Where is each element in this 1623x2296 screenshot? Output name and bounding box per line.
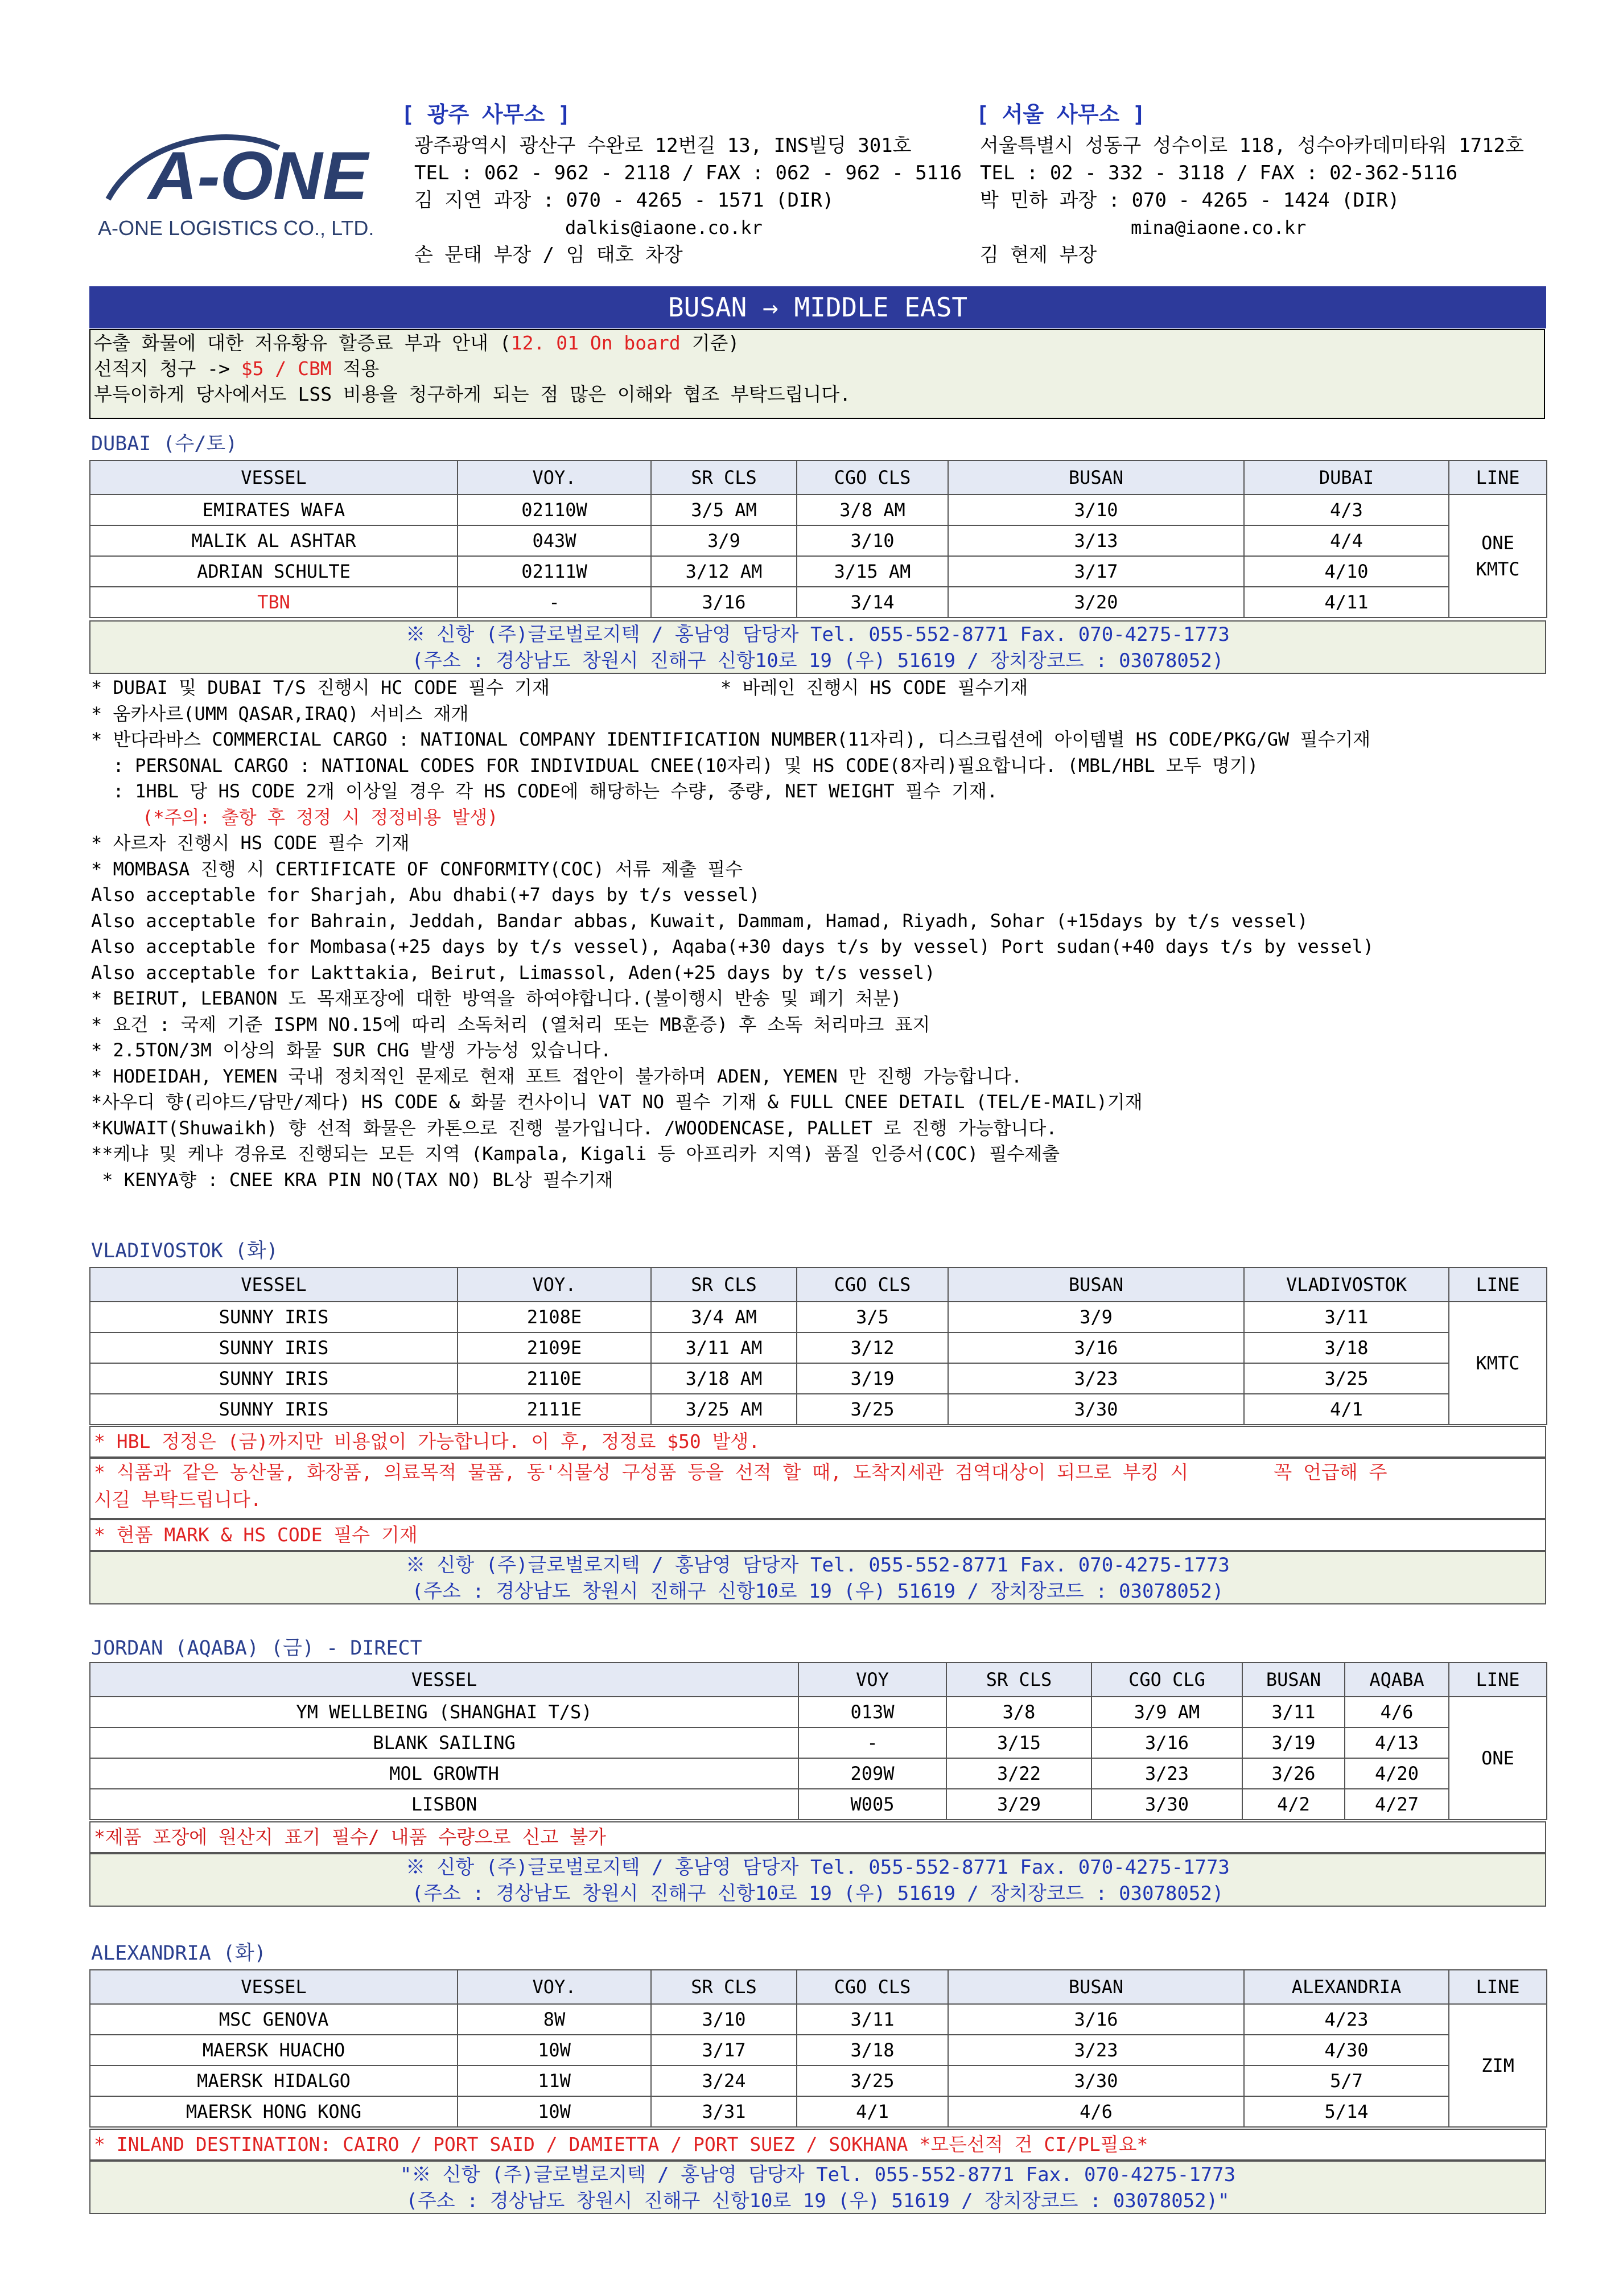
col-cgo-clg: CGO CLG [1091,1663,1242,1697]
note-line: * 2.5TON/3M 이상의 화물 SUR CHG 발생 가능성 있습니다. [91,1039,612,1061]
cell-cgo: 3/25 [797,1394,948,1425]
note-line: * BEIRUT, LEBANON 도 목재포장에 대한 방역을 하여야합니다.(불이행시 반송 및 폐기 처분) [91,987,902,1009]
cell-cgo: 3/10 [797,525,948,556]
company-name: A-ONE LOGISTICS CO., LTD. [98,216,374,240]
cell-busan: 3/20 [948,587,1244,618]
cell-dest: 4/10 [1244,556,1449,587]
note-line: Also acceptable for Bahrain, Jeddah, Bandar abbas, Kuwait, Dammam, Hamad, Riyadh, Sohar (+15days by t/s vessel) [91,910,1308,932]
dubai-contact-box [89,620,1546,674]
cell-sr: 3/29 [946,1789,1091,1820]
col-vessel: VESSEL [90,1663,798,1697]
table-row [90,1394,1547,1425]
lss-notice [89,329,1545,419]
cell-vessel: MALIK AL ASHTAR [90,525,458,556]
cell-dest: 4/3 [1244,495,1449,525]
note-line: * 요건 : 국제 기준 ISPM NO.15에 따리 소독처리 (열처리 또는 MB훈증) 후 소독 처리마크 표지 [91,1013,930,1035]
cell-vessel: SUNNY IRIS [90,1302,458,1332]
table-header-row [90,460,1547,495]
cell-vessel: EMIRATES WAFA [90,495,458,525]
col-vessel: VESSEL [90,460,458,495]
cell-voy: 02111W [458,556,651,587]
cell-line: KMTC [1449,1302,1547,1425]
note-warning: (*주의: 출항 후 정정 시 정정비용 발생) [142,806,499,828]
contact-line-2: (주소 : 경상남도 창원시 진해구 신항10로 19 (우) 51619 / 장치장코드 : 03078052) [411,1580,1224,1603]
cell-voy: 11W [458,2065,651,2096]
note-line: * 사르자 진행시 HS CODE 필수 기재 [91,832,410,854]
table-header-row [90,1663,1547,1697]
cell-busan: 3/16 [948,1332,1244,1363]
seoul-phone: TEL : 02 - 332 - 3118 / FAX : 02-362-5116 [980,162,1458,184]
dubai-notes [91,675,1374,1193]
col-line: LINE [1449,1663,1547,1697]
cell-sr: 3/12 AM [651,556,797,587]
vladivostok-contact-box [89,1551,1546,1604]
route-title: BUSAN → MIDDLE EAST [89,286,1546,328]
vladivostok-section-title: VLADIVOSTOK (화) [91,1240,278,1262]
cell-vessel: MAERSK HUACHO [90,2035,458,2065]
jordan-contact-box [89,1853,1546,1907]
seoul-address: 서울특별시 성동구 성수이로 118, 성수아카데미타워 1712호 [980,134,1524,157]
col-line: LINE [1449,1268,1547,1302]
cell-voy: 02110W [458,495,651,525]
notice-line-1: 수출 화물에 대한 저유황유 할증료 부과 안내 (12. 01 On board 기준) [94,332,740,354]
note-line: **케냐 및 케냐 경유로 진행되는 모든 지역 (Kampala, Kigali 등 아프리카 지역) 품질 인증서(COC) 필수제출 [91,1143,1060,1165]
col-sr-cls: SR CLS [651,460,797,495]
cell-voy: W005 [798,1789,946,1820]
cell-busan: 3/11 [1242,1697,1345,1727]
contact-line-2: (주소 : 경상남도 창원시 진해구 신항10로 19 (우) 51619 / 장치장코드 : 03078052) [411,1882,1224,1905]
vladivostok-note-mark: * 현품 MARK & HS CODE 필수 기재 [89,1519,1546,1551]
table-row [90,2096,1547,2127]
cell-voy: 209W [798,1758,946,1789]
cell-voy: 013W [798,1697,946,1727]
note-line: Also acceptable for Sharjah, Abu dhabi(+7 days by t/s vessel) [91,884,760,906]
gwangju-manager: 김 지연 과장 : 070 - 4265 - 1571 (DIR) [414,189,834,212]
cell-vessel: SUNNY IRIS [90,1363,458,1394]
cell-cgo: 3/30 [1091,1789,1242,1820]
note-line: : PERSONAL CARGO : NATIONAL CODES FOR INDIVIDUAL CNEE(10자리) 및 HS CODE(8자리)필요합니다. (MBL/HBL 모두 명기) [91,754,1259,776]
gwangju-address: 광주광역시 광산구 수완로 12번길 13, INS빌딩 301호 [414,134,912,157]
jordan-note-origin: *제품 포장에 원산지 표기 필수/ 내품 수량으로 신고 불가 [89,1821,1546,1853]
col-sr-cls: SR CLS [651,1268,797,1302]
gwangju-staff: 손 문태 부장 / 임 태호 차장 [414,244,683,266]
dubai-section-title: DUBAI (수/토) [91,433,238,455]
col-cgo-cls: CGO CLS [797,1970,948,2004]
table-row [90,1363,1547,1394]
cell-busan: 4/2 [1242,1789,1345,1820]
cell-sr: 3/31 [651,2096,797,2127]
col-busan: BUSAN [948,460,1244,495]
dubai-schedule-table [89,460,1547,618]
contact-line-2: (주소 : 경상남도 창원시 진해구 신항10로 19 (우) 51619 / 장치장코드 : 03078052)" [406,2190,1230,2212]
note-line: * HODEIDAH, YEMEN 국내 정치적인 문제로 현재 포트 접안이 불가하며 ADEN, YEMEN 만 진행 가능합니다. [91,1065,1023,1087]
cell-dest: 4/4 [1244,525,1449,556]
table-row [90,2035,1547,2065]
cell-dest: 4/11 [1244,587,1449,618]
cell-voy: - [798,1727,946,1758]
col-sr-cls: SR CLS [946,1663,1091,1697]
cell-busan: 4/6 [948,2096,1244,2127]
note-line: * MOMBASA 진행 시 CERTIFICATE OF CONFORMITY(COC) 서류 제출 필수 [91,858,743,880]
cell-dest: 3/25 [1244,1363,1449,1394]
cell-dest: 4/23 [1244,2004,1449,2035]
contact-line-1: ※ 신항 (주)글로벌로지텍 / 홍남영 담당자 Tel. 055-552-8771 Fax. 070-4275-1773 [406,1856,1230,1879]
cell-sr: 3/8 [946,1697,1091,1727]
cell-voy: 2109E [458,1332,651,1363]
cell-dest: 4/20 [1345,1758,1449,1789]
table-row [90,2004,1547,2035]
table-row [90,495,1547,525]
cell-vessel: TBN [90,587,458,618]
cell-dest: 5/7 [1244,2065,1449,2096]
col-voy: VOY [798,1663,946,1697]
col-busan: BUSAN [1242,1663,1345,1697]
cell-sr: 3/9 [651,525,797,556]
alexandria-contact-box [89,2161,1546,2214]
cell-busan: 3/17 [948,556,1244,587]
col-vessel: VESSEL [90,1268,458,1302]
cell-cgo: 3/15 AM [797,556,948,587]
cell-cgo: 3/23 [1091,1758,1242,1789]
cell-sr: 3/18 AM [651,1363,797,1394]
cell-dest: 4/30 [1244,2035,1449,2065]
col-sr-cls: SR CLS [651,1970,797,2004]
contact-line-1: ※ 신항 (주)글로벌로지텍 / 홍남영 담당자 Tel. 055-552-8771 Fax. 070-4275-1773 [406,623,1230,646]
note-hc-code: * DUBAI 및 DUBAI T/S 진행시 HC CODE 필수 기재 * 바레인 진행시 HS CODE 필수기재 [91,677,1028,698]
cell-busan: 3/23 [948,1363,1244,1394]
note-line: : 1HBL 당 HS CODE 2개 이상일 경우 각 HS CODE에 해당하는 수량, 중량, NET WEIGHT 필수 기재. [91,780,998,802]
col-busan: BUSAN [948,1268,1244,1302]
cell-vessel: MAERSK HONG KONG [90,2096,458,2127]
table-row [90,2065,1547,2096]
cell-sr: 3/15 [946,1727,1091,1758]
note-line: * KENYA향 : CNEE KRA PIN NO(TAX NO) BL상 필수기재 [91,1168,613,1191]
cell-line: ONE [1449,1697,1547,1820]
cell-dest: 5/14 [1244,2096,1449,2127]
cell-voy: 2108E [458,1302,651,1332]
vladivostok-note-hbl: * HBL 정정은 (금)까지만 비용없이 가능합니다. 이 후, 정정료 $50 발생. [89,1426,1546,1458]
cell-dest: 3/18 [1244,1332,1449,1363]
cell-cgo: 3/18 [797,2035,948,2065]
cell-vessel: BLANK SAILING [90,1727,798,1758]
col-voy: VOY. [458,1268,651,1302]
table-row [90,556,1547,587]
cell-voy: 2110E [458,1363,651,1394]
table-row [90,1727,1547,1758]
col-cgo-cls: CGO CLS [797,460,948,495]
contact-line-2: (주소 : 경상남도 창원시 진해구 신항10로 19 (우) 51619 / 장치장코드 : 03078052) [411,649,1224,672]
cell-busan: 3/30 [948,1394,1244,1425]
note-line: * 반다라바스 COMMERCIAL CARGO : NATIONAL COMPANY IDENTIFICATION NUMBER(11자리), 디스크립션에 아이템별 HS CODE/PKG/GW 필수기재 [91,729,1371,750]
note-line: *사우디 향(리야드/담만/제다) HS CODE & 화물 컨사이니 VAT NO 필수 기재 & FULL CNEE DETAIL (TEL/E-MAIL)기재 [91,1091,1143,1113]
table-row [90,1697,1547,1727]
cell-busan: 3/30 [948,2065,1244,2096]
cell-sr: 3/4 AM [651,1302,797,1332]
col-voy: VOY. [458,460,651,495]
cell-voy: 8W [458,2004,651,2035]
notice-line-2: 선적지 청구 -> $5 / CBM 적용 [94,357,380,380]
seoul-email[interactable]: mina@iaone.co.kr [1131,217,1307,238]
cell-voy: 10W [458,2035,651,2065]
table-row [90,1789,1547,1820]
gwangju-phone: TEL : 062 - 962 - 2118 / FAX : 062 - 962 - 5116 [414,162,962,184]
cell-voy: - [458,587,651,618]
cell-sr: 3/10 [651,2004,797,2035]
cell-busan: 3/9 [948,1302,1244,1332]
cell-cgo: 3/14 [797,587,948,618]
cell-busan: 3/26 [1242,1758,1345,1789]
cell-busan: 3/10 [948,495,1244,525]
table-row [90,1758,1547,1789]
cell-busan: 3/19 [1242,1727,1345,1758]
gwangju-email[interactable]: dalkis@iaone.co.kr [565,217,763,238]
table-header-row [90,1268,1547,1302]
col-vladivostok: VLADIVOSTOK [1244,1268,1449,1302]
col-line: LINE [1449,460,1547,495]
alexandria-section-title: ALEXANDRIA (화) [91,1942,266,1965]
cell-vessel: MOL GROWTH [90,1758,798,1789]
cell-cgo: 3/8 AM [797,495,948,525]
cell-cgo: 3/9 AM [1091,1697,1242,1727]
cell-line: ONE KMTC [1449,495,1547,618]
cell-line: ZIM [1449,2004,1547,2127]
cell-busan: 3/13 [948,525,1244,556]
col-busan: BUSAN [948,1970,1244,2004]
cell-cgo: 3/12 [797,1332,948,1363]
cell-vessel: MAERSK HIDALGO [90,2065,458,2096]
seoul-manager: 박 민하 과장 : 070 - 4265 - 1424 (DIR) [980,189,1400,212]
cell-dest: 4/6 [1345,1697,1449,1727]
table-row [90,587,1547,618]
table-row [90,1302,1547,1332]
cell-voy: 043W [458,525,651,556]
cell-sr: 3/17 [651,2035,797,2065]
contact-line-1: "※ 신항 (주)글로벌로지텍 / 홍남영 담당자 Tel. 055-552-8771 Fax. 070-4275-1773 [399,2163,1236,2186]
jordan-section-title: JORDAN (AQABA) (금) - DIRECT [91,1637,422,1660]
cell-voy: 2111E [458,1394,651,1425]
gwangju-office-info [414,132,962,269]
col-alexandria: ALEXANDRIA [1244,1970,1449,2004]
note-line: Also acceptable for Mombasa(+25 days by t/s vessel), Aqaba(+30 days t/s by vessel) Port sudan(+40 days t/s by vessel) [91,936,1374,957]
cell-busan: 3/23 [948,2035,1244,2065]
cell-voy: 10W [458,2096,651,2127]
table-row [90,525,1547,556]
seoul-office-info [980,132,1524,269]
cell-dest: 4/27 [1345,1789,1449,1820]
gwangju-office-title: [ 광주 사무소 ] [401,102,571,127]
cell-vessel: SUNNY IRIS [90,1332,458,1363]
cell-dest: 4/1 [1244,1394,1449,1425]
cell-sr: 3/24 [651,2065,797,2096]
cell-sr: 3/22 [946,1758,1091,1789]
cell-dest: 4/13 [1345,1727,1449,1758]
vladivostok-note-quarantine: * 식품과 같은 농산물, 화장품, 의료목적 물품, 동'식물성 구성품 등을 선적 할 때, 도착지세관 검역대상이 되므로 부킹 시 꼭 언급해 주 시길 부탁드립니다. [89,1458,1546,1519]
cell-sr: 3/5 AM [651,495,797,525]
notice-line-3: 부득이하게 당사에서도 LSS 비용을 청구하게 되는 점 많은 이해와 협조 부탁드립니다. [94,383,851,405]
seoul-staff: 김 현제 부장 [980,244,1097,266]
cell-cgo: 4/1 [797,2096,948,2127]
cell-busan: 3/16 [948,2004,1244,2035]
cell-cgo: 3/11 [797,2004,948,2035]
cell-vessel: MSC GENOVA [90,2004,458,2035]
cell-cgo: 3/19 [797,1363,948,1394]
cell-cgo: 3/5 [797,1302,948,1332]
alexandria-inland-destinations: * INLAND DESTINATION: CAIRO / PORT SAID / DAMIETTA / PORT SUEZ / SOKHANA *모든선적 건 CI/PL필요* [89,2129,1546,2161]
cell-dest: 3/11 [1244,1302,1449,1332]
alexandria-schedule-table [89,1969,1547,2128]
col-dubai: DUBAI [1244,460,1449,495]
note-line: *KUWAIT(Shuwaikh) 향 선적 화물은 카톤으로 진행 불가입니다. /WOODENCASE, PALLET 로 진행 가능합니다. [91,1117,1057,1139]
cell-sr: 3/25 AM [651,1394,797,1425]
cell-vessel: YM WELLBEING (SHANGHAI T/S) [90,1697,798,1727]
col-cgo-cls: CGO CLS [797,1268,948,1302]
contact-line-1: ※ 신항 (주)글로벌로지텍 / 홍남영 담당자 Tel. 055-552-8771 Fax. 070-4275-1773 [406,1554,1230,1577]
cell-sr: 3/11 AM [651,1332,797,1363]
col-vessel: VESSEL [90,1970,458,2004]
cell-cgo: 3/25 [797,2065,948,2096]
col-aqaba: AQABA [1345,1663,1449,1697]
cell-vessel: LISBON [90,1789,798,1820]
table-header-row [90,1970,1547,2004]
jordan-schedule-table [89,1662,1547,1820]
seoul-office-title: [ 서울 사무소 ] [976,102,1146,127]
cell-cgo: 3/16 [1091,1727,1242,1758]
col-line: LINE [1449,1970,1547,2004]
note-line: * 움카사르(UMM QASAR,IRAQ) 서비스 재개 [91,702,469,725]
vladivostok-schedule-table [89,1267,1547,1425]
cell-sr: 3/16 [651,587,797,618]
col-voy: VOY. [458,1970,651,2004]
table-row [90,1332,1547,1363]
note-line: Also acceptable for Lakttakia, Beirut, Limassol, Aden(+25 days by t/s vessel) [91,961,936,984]
cell-vessel: SUNNY IRIS [90,1394,458,1425]
logo-text: A-ONE [148,138,368,214]
cell-vessel: ADRIAN SCHULTE [90,556,458,587]
